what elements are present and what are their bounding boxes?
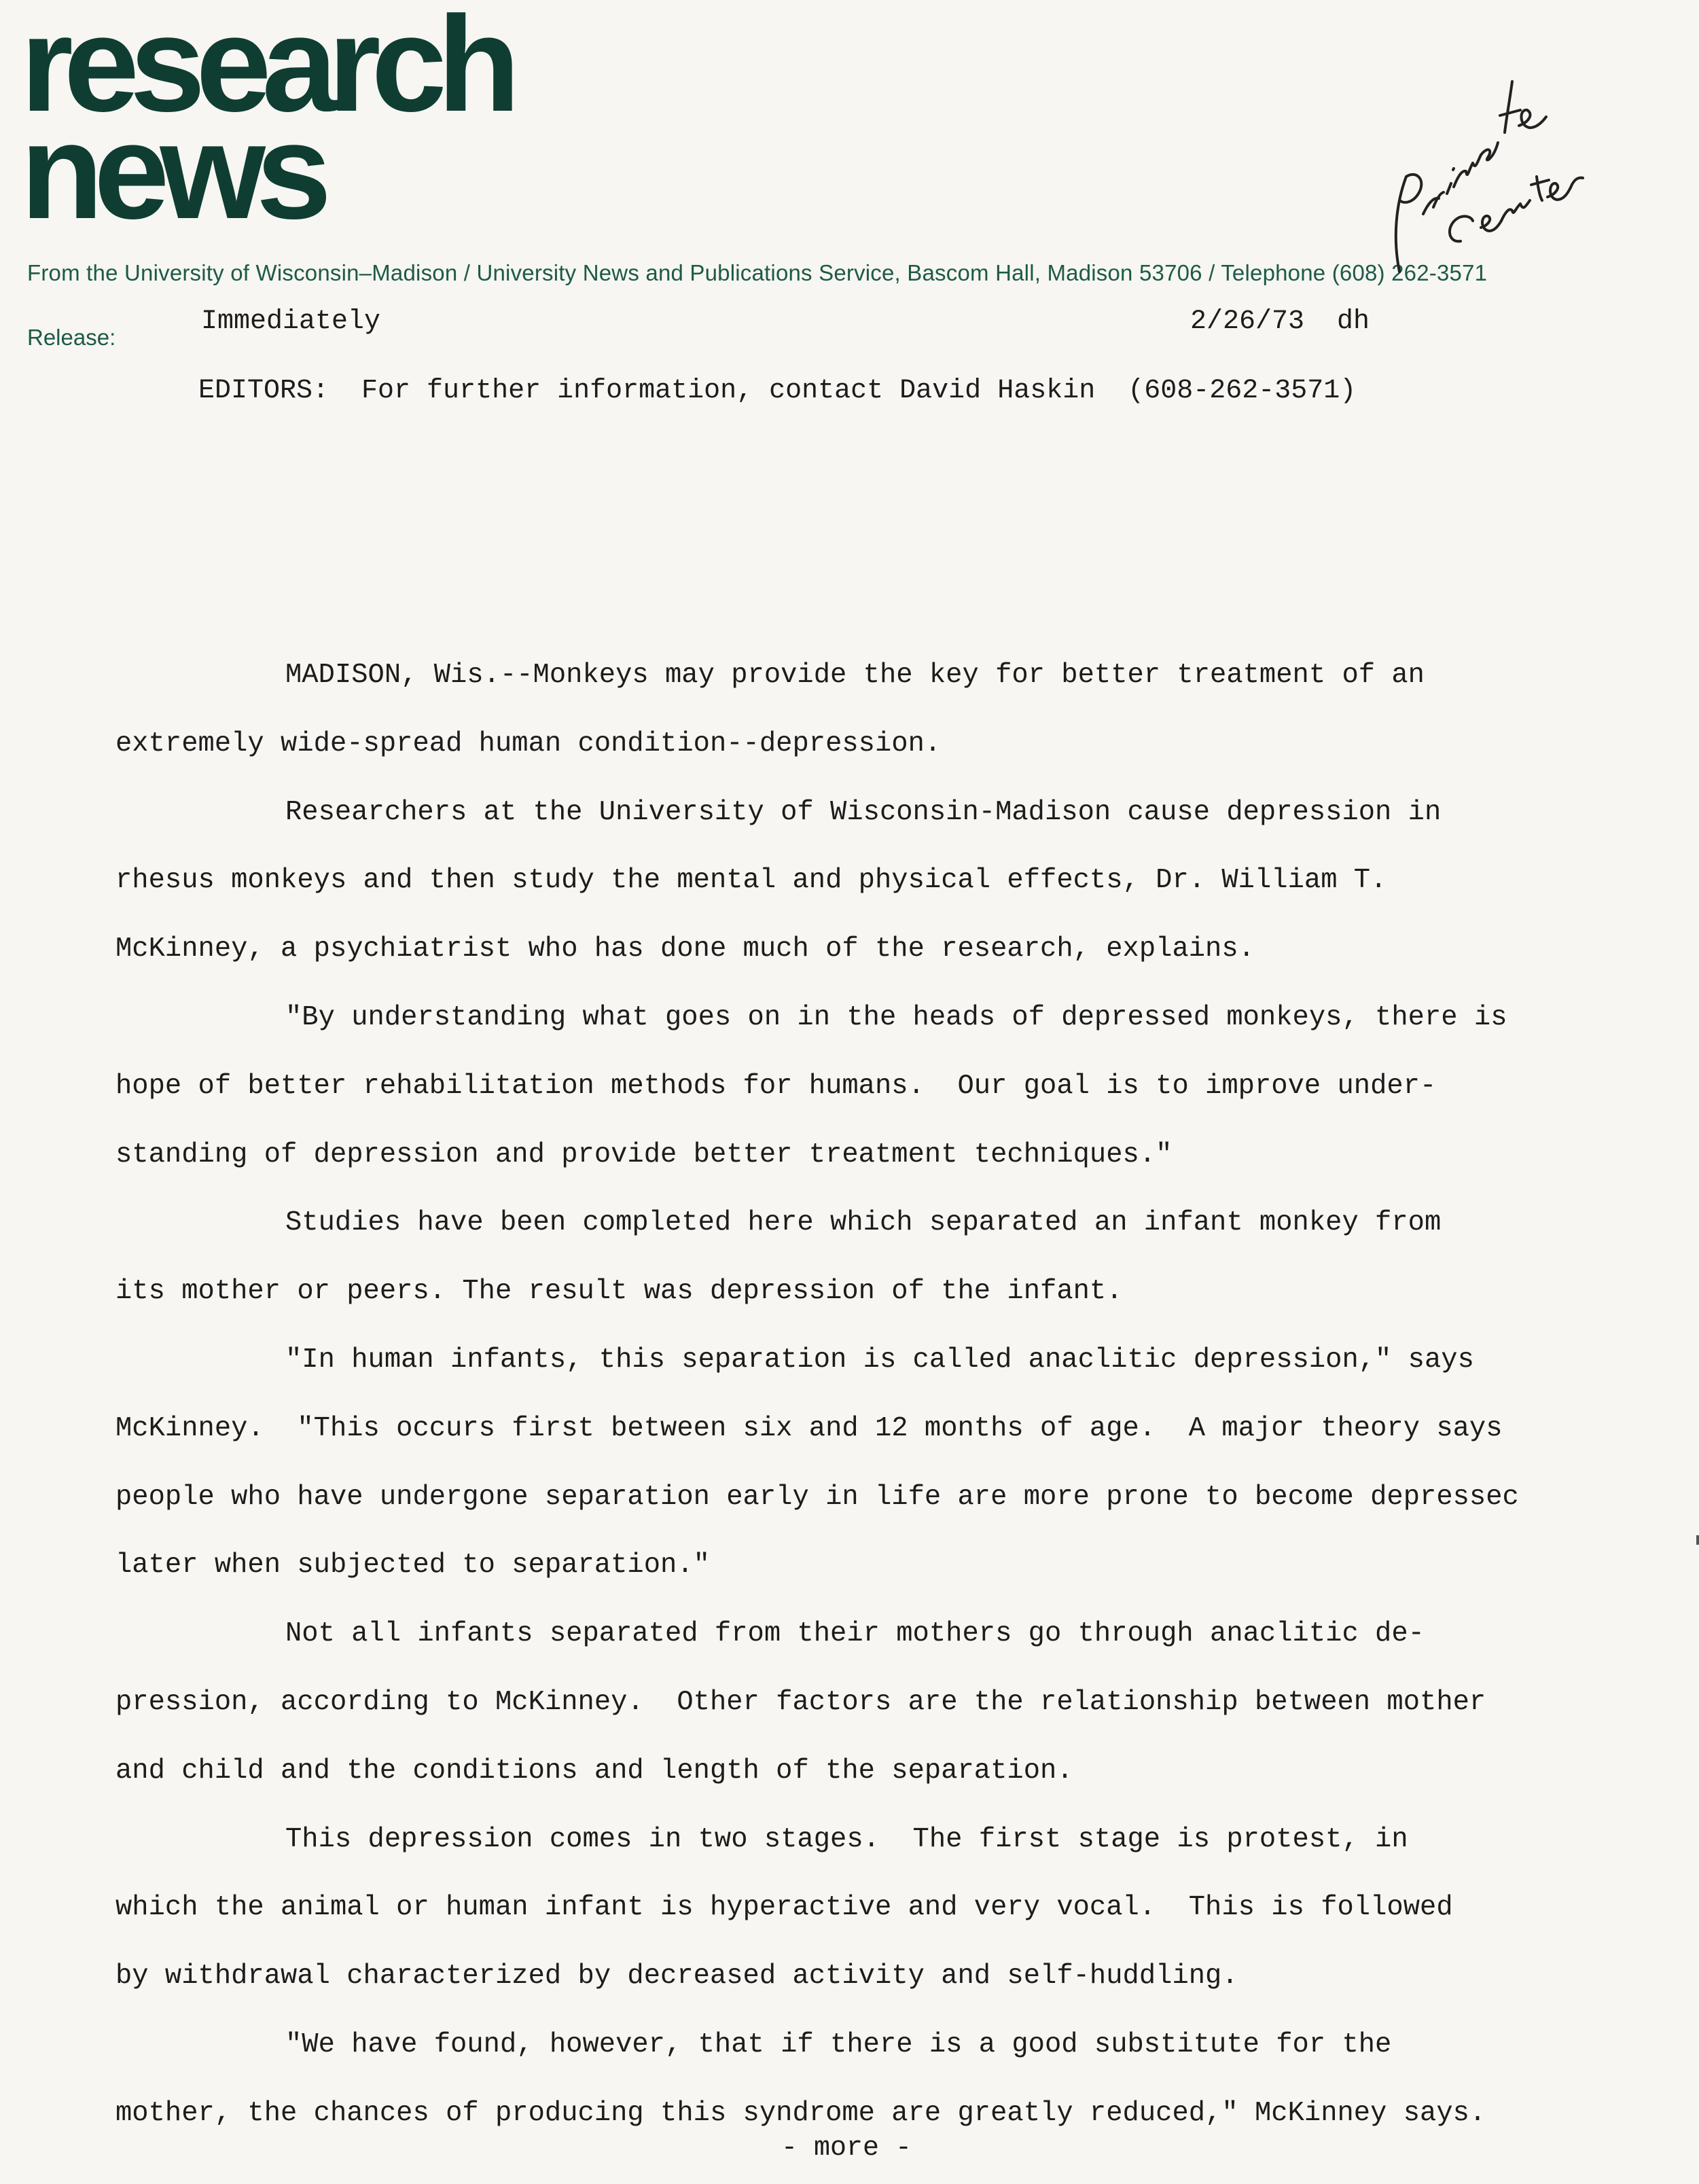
- masthead-research: research: [20, 0, 511, 140]
- body-line: Studies have been completed here which separated an infant monkey from: [285, 1207, 1442, 1239]
- body-line: people who have undergone separation early in life are more prone to become depressec: [115, 1481, 1519, 1513]
- body-line: hope of better rehabilitation methods for humans. Our goal is to improve under-: [115, 1070, 1437, 1102]
- article-body: [115, 641, 1576, 2148]
- body-line: "In human infants, this separation is called anaclitic depression," says: [285, 1344, 1474, 1376]
- body-line: its mother or peers. The result was depression of the infant.: [115, 1276, 1123, 1308]
- masthead-logo: [20, 0, 511, 247]
- body-line: "By understanding what goes on in the heads of depressed monkeys, there is: [285, 1001, 1507, 1033]
- body-line: standing of depression and provide better treatment techniques.": [115, 1139, 1173, 1170]
- body-line: This depression comes in two stages. The first stage is protest, in: [285, 1823, 1408, 1855]
- body-line: by withdrawal characterized by decreased activity and self-huddling.: [115, 1961, 1238, 1992]
- body-line: McKinney. "This occurs first between six and 12 months of age. A major theory says: [115, 1412, 1503, 1444]
- editors-contact-line: EDITORS: For further information, contact David Haskin (608-262-3571): [198, 376, 1357, 406]
- body-line: "We have found, however, that if there is a good substitute for the: [285, 2028, 1392, 2060]
- body-line: Researchers at the University of Wisconsin-Madison cause depression in: [285, 796, 1442, 828]
- body-line: mother, the chances of producing this syndrome are greatly reduced," McKinney says.: [115, 2097, 1486, 2129]
- body-line: McKinney, a psychiatrist who has done much of the research, explains.: [115, 933, 1255, 965]
- release-label: Release:: [27, 325, 116, 350]
- body-line: extremely wide-spread human condition--depression.: [115, 728, 942, 759]
- masthead-news: news: [20, 96, 323, 247]
- letterhead-byline: From the University of Wisconsin–Madison / University News and Publications Service, Bascom Hall, Madison 53706 / Telephone (608) 262-3571: [27, 260, 1488, 285]
- release-date: 2/26/73 dh: [1190, 306, 1370, 337]
- body-line: Not all infants separated from their mothers go through anaclitic de-: [285, 1618, 1425, 1650]
- body-line: later when subjected to separation.": [115, 1550, 710, 1581]
- continued-marker: - more -: [781, 2133, 912, 2164]
- body-line: MADISON, Wis.--Monkeys may provide the key for better treatment of an: [285, 660, 1425, 691]
- body-line: which the animal or human infant is hyperactive and very vocal. This is followed: [115, 1892, 1453, 1924]
- handwritten-annotation: [1386, 68, 1590, 285]
- body-line: pression, according to McKinney. Other factors are the relationship between mother: [115, 1686, 1486, 1718]
- body-line: rhesus monkeys and then study the mental and physical effects, Dr. William T.: [115, 865, 1387, 897]
- page-edge-mark: [1696, 1535, 1699, 1545]
- release-value: Immediately: [201, 306, 381, 337]
- body-line: and child and the conditions and length of the separation.: [115, 1755, 1073, 1787]
